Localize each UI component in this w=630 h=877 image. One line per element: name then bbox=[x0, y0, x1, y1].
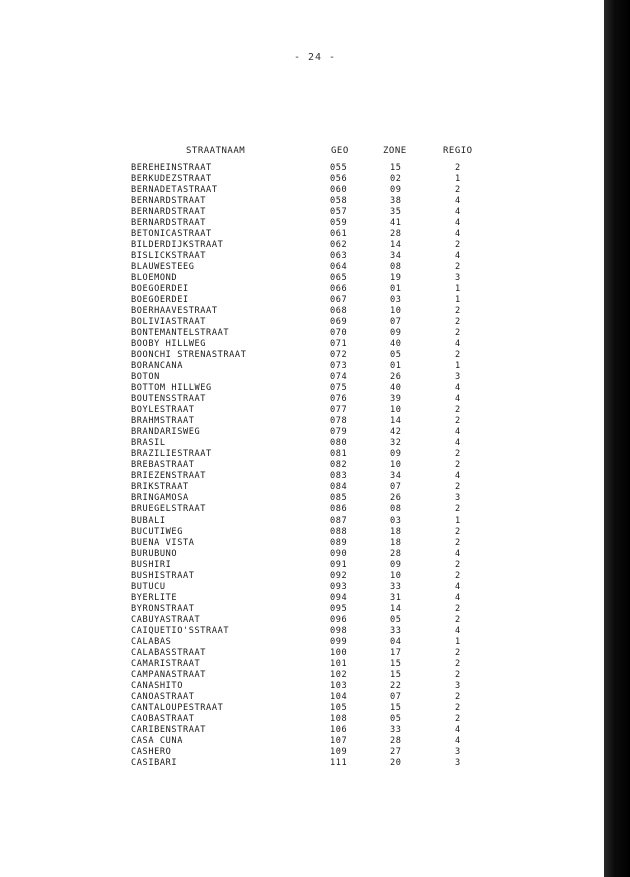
regio-code: 4 bbox=[455, 339, 461, 350]
zone-code: 33 bbox=[390, 581, 402, 592]
street-name: CANASHITO bbox=[131, 680, 183, 691]
zone-code: 34 bbox=[390, 251, 402, 262]
table-row bbox=[0, 196, 600, 207]
regio-code: 2 bbox=[455, 482, 461, 493]
zone-code: 32 bbox=[390, 438, 402, 449]
regio-code: 2 bbox=[455, 570, 461, 581]
zone-code: 14 bbox=[390, 240, 402, 251]
zone-code: 15 bbox=[390, 669, 402, 680]
zone-code: 14 bbox=[390, 603, 402, 614]
regio-code: 1 bbox=[455, 295, 461, 306]
geo-code: 079 bbox=[330, 427, 348, 438]
street-name: BEREHEINSTRAAT bbox=[131, 163, 212, 173]
table-row bbox=[0, 295, 600, 306]
regio-code: 4 bbox=[455, 229, 461, 240]
table-row bbox=[0, 350, 600, 361]
street-name: BERNARDSTRAAT bbox=[131, 196, 207, 207]
street-name: CAOBASTRAAT bbox=[131, 713, 195, 724]
regio-code: 2 bbox=[455, 317, 461, 328]
zone-code: 10 bbox=[390, 460, 402, 471]
regio-code: 3 bbox=[455, 680, 461, 691]
street-name: BREBASTRAAT bbox=[131, 460, 195, 471]
geo-code: 075 bbox=[330, 383, 348, 394]
regio-code: 2 bbox=[455, 405, 461, 416]
regio-code: 2 bbox=[455, 658, 461, 669]
table-row bbox=[0, 284, 600, 295]
zone-code: 08 bbox=[390, 262, 402, 273]
table-row bbox=[0, 703, 600, 714]
table-row bbox=[0, 692, 600, 703]
zone-code: 17 bbox=[390, 647, 402, 658]
geo-code: 073 bbox=[330, 361, 348, 372]
table-row bbox=[0, 482, 600, 493]
table-row bbox=[0, 416, 600, 427]
table-row bbox=[0, 339, 600, 350]
street-name: BUSHISTRAAT bbox=[131, 570, 195, 581]
regio-code: 1 bbox=[455, 284, 461, 295]
geo-code: 074 bbox=[330, 372, 348, 383]
geo-code: 108 bbox=[330, 713, 348, 724]
street-name: BOEGOERDEI bbox=[131, 295, 189, 306]
street-name: BOYLESTRAAT bbox=[131, 405, 195, 416]
street-name: CALABASSTRAAT bbox=[131, 647, 207, 658]
street-name: BUENA VISTA bbox=[131, 537, 195, 548]
street-name: BLOEMOND bbox=[131, 273, 178, 284]
regio-code: 4 bbox=[455, 724, 461, 735]
regio-code: 2 bbox=[455, 416, 461, 427]
geo-code: 101 bbox=[330, 658, 348, 669]
table-row bbox=[0, 493, 600, 504]
regio-code: 4 bbox=[455, 548, 461, 559]
geo-code: 058 bbox=[330, 196, 348, 207]
zone-code: 22 bbox=[390, 680, 402, 691]
zone-code: 05 bbox=[390, 350, 402, 361]
street-name: CAMARISTRAAT bbox=[131, 658, 201, 669]
geo-code: 085 bbox=[330, 493, 348, 504]
zone-code: 27 bbox=[390, 746, 402, 757]
street-name: CAIQUETIO'SSTRAAT bbox=[131, 625, 230, 636]
regio-code: 2 bbox=[455, 449, 461, 460]
regio-code: 2 bbox=[455, 350, 461, 361]
table-row bbox=[0, 626, 600, 637]
zone-code: 09 bbox=[390, 559, 402, 570]
street-name: CANTALOUPESTRAAT bbox=[131, 702, 224, 713]
table-row bbox=[0, 615, 600, 626]
geo-code: 067 bbox=[330, 295, 348, 306]
geo-code: 094 bbox=[330, 592, 348, 603]
street-name: BUSHIRI bbox=[131, 559, 172, 570]
geo-code: 057 bbox=[330, 207, 348, 218]
table-row bbox=[0, 560, 600, 571]
zone-code: 14 bbox=[390, 416, 402, 427]
geo-code: 089 bbox=[330, 537, 348, 548]
geo-code: 092 bbox=[330, 570, 348, 581]
zone-code: 04 bbox=[390, 636, 402, 647]
regio-code: 4 bbox=[455, 471, 461, 482]
regio-code: 2 bbox=[455, 537, 461, 548]
street-name: BISLICKSTRAAT bbox=[131, 251, 207, 262]
regio-code: 2 bbox=[455, 713, 461, 724]
table-row bbox=[0, 725, 600, 736]
zone-code: 31 bbox=[390, 592, 402, 603]
zone-code: 35 bbox=[390, 207, 402, 218]
zone-code: 38 bbox=[390, 196, 402, 207]
zone-code: 39 bbox=[390, 394, 402, 405]
table-row bbox=[0, 736, 600, 747]
geo-code: 088 bbox=[330, 526, 348, 537]
geo-code: 055 bbox=[330, 163, 348, 173]
geo-code: 069 bbox=[330, 317, 348, 328]
street-name: BERKUDEZSTRAAT bbox=[131, 174, 212, 185]
page-number: - 24 - bbox=[293, 52, 337, 63]
street-name: BERNARDSTRAAT bbox=[131, 207, 207, 218]
street-name: CANOASTRAAT bbox=[131, 691, 195, 702]
table-row bbox=[0, 504, 600, 515]
zone-code: 07 bbox=[390, 482, 402, 493]
regio-code: 4 bbox=[455, 251, 461, 262]
regio-code: 3 bbox=[455, 757, 461, 768]
street-table bbox=[0, 163, 600, 769]
geo-code: 056 bbox=[330, 174, 348, 185]
geo-code: 076 bbox=[330, 394, 348, 405]
zone-code: 26 bbox=[390, 372, 402, 383]
regio-code: 4 bbox=[455, 438, 461, 449]
regio-code: 2 bbox=[455, 240, 461, 251]
regio-code: 4 bbox=[455, 581, 461, 592]
street-name: BOUTENSSTRAAT bbox=[131, 394, 207, 405]
table-row bbox=[0, 471, 600, 482]
table-row bbox=[0, 538, 600, 549]
geo-code: 091 bbox=[330, 559, 348, 570]
zone-code: 18 bbox=[390, 537, 402, 548]
table-row bbox=[0, 328, 600, 339]
geo-code: 111 bbox=[330, 757, 348, 768]
street-name: BILDERDIJKSTRAAT bbox=[131, 240, 224, 251]
street-name: BLAUWESTEEG bbox=[131, 262, 195, 273]
regio-code: 2 bbox=[455, 185, 461, 196]
table-row bbox=[0, 240, 600, 251]
zone-code: 05 bbox=[390, 614, 402, 625]
zone-code: 28 bbox=[390, 735, 402, 746]
zone-code: 09 bbox=[390, 328, 402, 339]
zone-code: 40 bbox=[390, 383, 402, 394]
street-name: BRIKSTRAAT bbox=[131, 482, 189, 493]
regio-code: 4 bbox=[455, 196, 461, 207]
zone-code: 01 bbox=[390, 284, 402, 295]
geo-code: 068 bbox=[330, 306, 348, 317]
regio-code: 2 bbox=[455, 559, 461, 570]
geo-code: 064 bbox=[330, 262, 348, 273]
street-name: CALABAS bbox=[131, 636, 172, 647]
street-name: BRUEGELSTRAAT bbox=[131, 504, 207, 515]
regio-code: 3 bbox=[455, 273, 461, 284]
zone-code: 28 bbox=[390, 548, 402, 559]
zone-code: 28 bbox=[390, 229, 402, 240]
regio-code: 4 bbox=[455, 625, 461, 636]
street-name: BOLIVIASTRAAT bbox=[131, 317, 207, 328]
table-row bbox=[0, 681, 600, 692]
street-name: BYRONSTRAAT bbox=[131, 603, 195, 614]
street-name: BRAZILIESTRAAT bbox=[131, 449, 212, 460]
geo-code: 063 bbox=[330, 251, 348, 262]
table-row bbox=[0, 670, 600, 681]
geo-code: 093 bbox=[330, 581, 348, 592]
street-name: BOTON bbox=[131, 372, 160, 383]
geo-code: 061 bbox=[330, 229, 348, 240]
street-name: BETONICASTRAAT bbox=[131, 229, 212, 240]
geo-code: 107 bbox=[330, 735, 348, 746]
table-row bbox=[0, 449, 600, 460]
street-name: CARIBENSTRAAT bbox=[131, 724, 207, 735]
zone-code: 10 bbox=[390, 405, 402, 416]
zone-code: 33 bbox=[390, 724, 402, 735]
street-name: BUCUTIWEG bbox=[131, 526, 183, 537]
geo-code: 065 bbox=[330, 273, 348, 284]
table-row bbox=[0, 207, 600, 218]
street-name: BOEGOERDEI bbox=[131, 284, 189, 295]
regio-code: 4 bbox=[455, 592, 461, 603]
geo-code: 083 bbox=[330, 471, 348, 482]
table-row bbox=[0, 218, 600, 229]
table-row bbox=[0, 394, 600, 405]
regio-code: 3 bbox=[455, 746, 461, 757]
street-name: BRAHMSTRAAT bbox=[131, 416, 195, 427]
table-row bbox=[0, 714, 600, 725]
street-name: BUBALI bbox=[131, 515, 166, 526]
scan-page-edge bbox=[604, 0, 630, 877]
regio-code: 2 bbox=[455, 702, 461, 713]
regio-code: 2 bbox=[455, 647, 461, 658]
geo-code: 105 bbox=[330, 702, 348, 713]
regio-code: 4 bbox=[455, 394, 461, 405]
street-name: BOONCHI STRENASTRAAT bbox=[131, 350, 247, 361]
table-row bbox=[0, 251, 600, 262]
street-name: CASHERO bbox=[131, 746, 172, 757]
zone-code: 15 bbox=[390, 163, 402, 173]
table-row bbox=[0, 516, 600, 527]
street-name: BOOBY HILLWEG bbox=[131, 339, 207, 350]
zone-code: 02 bbox=[390, 174, 402, 185]
geo-code: 059 bbox=[330, 218, 348, 229]
regio-code: 2 bbox=[455, 262, 461, 273]
street-name: BERNADETASTRAAT bbox=[131, 185, 218, 196]
table-row bbox=[0, 185, 600, 196]
table-row bbox=[0, 262, 600, 273]
street-name: BRANDARISWEG bbox=[131, 427, 201, 438]
zone-code: 15 bbox=[390, 702, 402, 713]
street-name: BRIEZENSTRAAT bbox=[131, 471, 207, 482]
regio-code: 2 bbox=[455, 163, 461, 173]
street-name: CAMPANASTRAAT bbox=[131, 669, 207, 680]
regio-code: 1 bbox=[455, 515, 461, 526]
geo-code: 081 bbox=[330, 449, 348, 460]
regio-code: 2 bbox=[455, 526, 461, 537]
street-name: BURUBUNO bbox=[131, 548, 178, 559]
regio-code: 3 bbox=[455, 372, 461, 383]
street-name: BORANCANA bbox=[131, 361, 183, 372]
header-geo: GEO bbox=[331, 146, 349, 156]
zone-code: 26 bbox=[390, 493, 402, 504]
zone-code: 15 bbox=[390, 658, 402, 669]
geo-code: 060 bbox=[330, 185, 348, 196]
street-name: CABUYASTRAAT bbox=[131, 614, 201, 625]
geo-code: 102 bbox=[330, 669, 348, 680]
table-row bbox=[0, 571, 600, 582]
header-straatnaam: STRAATNAAM bbox=[186, 146, 246, 156]
street-name: CASA CUNA bbox=[131, 735, 183, 746]
table-row bbox=[0, 648, 600, 659]
table-row bbox=[0, 163, 600, 174]
regio-code: 2 bbox=[455, 614, 461, 625]
geo-code: 098 bbox=[330, 625, 348, 636]
zone-code: 18 bbox=[390, 526, 402, 537]
geo-code: 099 bbox=[330, 636, 348, 647]
table-row bbox=[0, 405, 600, 416]
geo-code: 100 bbox=[330, 647, 348, 658]
table-row bbox=[0, 438, 600, 449]
zone-code: 33 bbox=[390, 625, 402, 636]
table-row bbox=[0, 306, 600, 317]
table-row bbox=[0, 383, 600, 394]
regio-code: 2 bbox=[455, 460, 461, 471]
regio-code: 2 bbox=[455, 306, 461, 317]
geo-code: 072 bbox=[330, 350, 348, 361]
table-row bbox=[0, 604, 600, 615]
table-row bbox=[0, 229, 600, 240]
geo-code: 082 bbox=[330, 460, 348, 471]
street-name: BRINGAMOSA bbox=[131, 493, 189, 504]
table-row bbox=[0, 372, 600, 383]
table-row bbox=[0, 582, 600, 593]
street-name: BYERLITE bbox=[131, 592, 178, 603]
regio-code: 1 bbox=[455, 174, 461, 185]
regio-code: 4 bbox=[455, 383, 461, 394]
zone-code: 08 bbox=[390, 504, 402, 515]
table-row bbox=[0, 174, 600, 185]
street-name: BONTEMANTELSTRAAT bbox=[131, 328, 230, 339]
zone-code: 34 bbox=[390, 471, 402, 482]
geo-code: 070 bbox=[330, 328, 348, 339]
geo-code: 095 bbox=[330, 603, 348, 614]
geo-code: 087 bbox=[330, 515, 348, 526]
table-row bbox=[0, 361, 600, 372]
zone-code: 05 bbox=[390, 713, 402, 724]
geo-code: 066 bbox=[330, 284, 348, 295]
geo-code: 078 bbox=[330, 416, 348, 427]
table-row bbox=[0, 593, 600, 604]
street-name: CASIBARI bbox=[131, 757, 178, 768]
street-name: BERNARDSTRAAT bbox=[131, 218, 207, 229]
zone-code: 10 bbox=[390, 306, 402, 317]
zone-code: 10 bbox=[390, 570, 402, 581]
table-row bbox=[0, 427, 600, 438]
geo-code: 104 bbox=[330, 691, 348, 702]
street-name: BRASIL bbox=[131, 438, 166, 449]
regio-code: 2 bbox=[455, 603, 461, 614]
geo-code: 086 bbox=[330, 504, 348, 515]
table-row bbox=[0, 273, 600, 284]
zone-code: 09 bbox=[390, 449, 402, 460]
zone-code: 42 bbox=[390, 427, 402, 438]
regio-code: 1 bbox=[455, 361, 461, 372]
regio-code: 2 bbox=[455, 504, 461, 515]
table-row bbox=[0, 637, 600, 648]
zone-code: 03 bbox=[390, 515, 402, 526]
zone-code: 09 bbox=[390, 185, 402, 196]
geo-code: 106 bbox=[330, 724, 348, 735]
zone-code: 20 bbox=[390, 757, 402, 768]
geo-code: 096 bbox=[330, 614, 348, 625]
regio-code: 2 bbox=[455, 669, 461, 680]
header-regio: REGIO bbox=[443, 146, 473, 156]
zone-code: 01 bbox=[390, 361, 402, 372]
geo-code: 084 bbox=[330, 482, 348, 493]
table-row bbox=[0, 527, 600, 538]
street-name: BOTTOM HILLWEG bbox=[131, 383, 212, 394]
zone-code: 40 bbox=[390, 339, 402, 350]
geo-code: 077 bbox=[330, 405, 348, 416]
street-name: BUTUCU bbox=[131, 581, 166, 592]
geo-code: 109 bbox=[330, 746, 348, 757]
regio-code: 4 bbox=[455, 735, 461, 746]
street-name: BOERHAAVESTRAAT bbox=[131, 306, 218, 317]
zone-code: 19 bbox=[390, 273, 402, 284]
table-row bbox=[0, 460, 600, 471]
geo-code: 103 bbox=[330, 680, 348, 691]
table-row bbox=[0, 758, 600, 769]
regio-code: 2 bbox=[455, 691, 461, 702]
geo-code: 090 bbox=[330, 548, 348, 559]
header-zone: ZONE bbox=[383, 146, 407, 156]
table-row bbox=[0, 549, 600, 560]
zone-code: 07 bbox=[390, 691, 402, 702]
geo-code: 080 bbox=[330, 438, 348, 449]
regio-code: 1 bbox=[455, 636, 461, 647]
regio-code: 2 bbox=[455, 328, 461, 339]
zone-code: 07 bbox=[390, 317, 402, 328]
table-row bbox=[0, 747, 600, 758]
geo-code: 062 bbox=[330, 240, 348, 251]
regio-code: 4 bbox=[455, 427, 461, 438]
zone-code: 03 bbox=[390, 295, 402, 306]
zone-code: 41 bbox=[390, 218, 402, 229]
regio-code: 3 bbox=[455, 493, 461, 504]
table-row bbox=[0, 659, 600, 670]
table-row bbox=[0, 317, 600, 328]
regio-code: 4 bbox=[455, 207, 461, 218]
regio-code: 4 bbox=[455, 218, 461, 229]
geo-code: 071 bbox=[330, 339, 348, 350]
